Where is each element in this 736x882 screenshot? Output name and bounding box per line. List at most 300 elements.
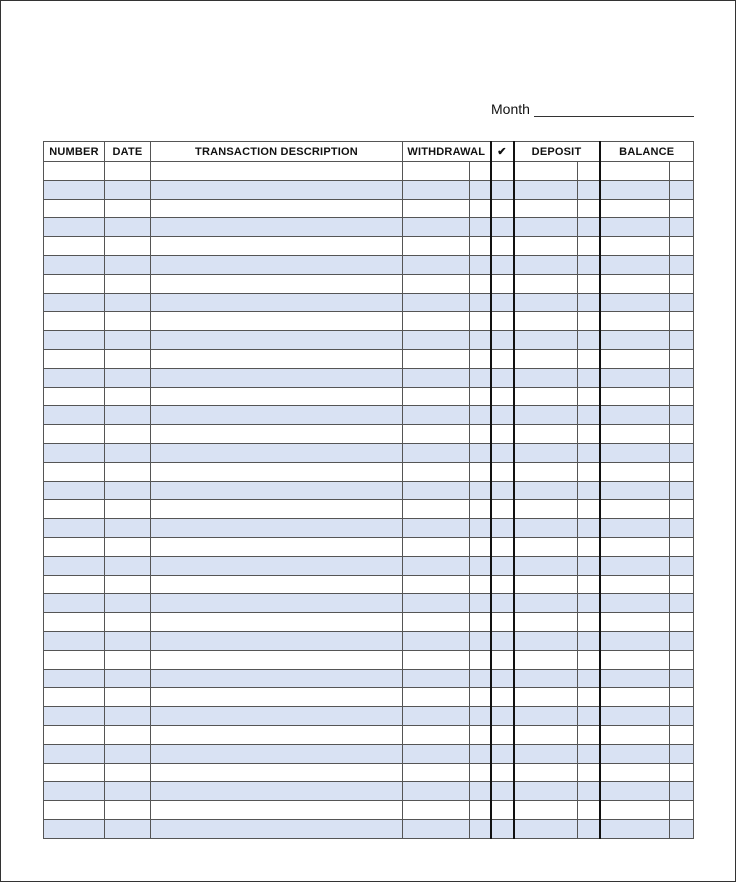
- number-cell[interactable]: [44, 387, 105, 406]
- date-cell[interactable]: [105, 368, 151, 387]
- check-cell[interactable]: [491, 331, 514, 350]
- balance-dollars-cell[interactable]: [600, 725, 670, 744]
- date-cell[interactable]: [105, 519, 151, 538]
- deposit-cents-cell[interactable]: [578, 218, 600, 237]
- deposit-cents-cell[interactable]: [578, 443, 600, 462]
- withdrawal-dollars-cell[interactable]: [403, 293, 470, 312]
- description-cell[interactable]: [151, 331, 403, 350]
- number-cell[interactable]: [44, 443, 105, 462]
- number-cell[interactable]: [44, 312, 105, 331]
- date-cell[interactable]: [105, 462, 151, 481]
- deposit-cents-cell[interactable]: [578, 331, 600, 350]
- withdrawal-dollars-cell[interactable]: [403, 650, 470, 669]
- withdrawal-cents-cell[interactable]: [470, 443, 491, 462]
- description-cell[interactable]: [151, 199, 403, 218]
- number-cell[interactable]: [44, 331, 105, 350]
- deposit-cents-cell[interactable]: [578, 575, 600, 594]
- withdrawal-cents-cell[interactable]: [470, 688, 491, 707]
- date-cell[interactable]: [105, 162, 151, 181]
- date-cell[interactable]: [105, 537, 151, 556]
- number-cell[interactable]: [44, 368, 105, 387]
- deposit-cents-cell[interactable]: [578, 406, 600, 425]
- number-cell[interactable]: [44, 237, 105, 256]
- number-cell[interactable]: [44, 519, 105, 538]
- withdrawal-dollars-cell[interactable]: [403, 255, 470, 274]
- check-cell[interactable]: [491, 744, 514, 763]
- description-cell[interactable]: [151, 237, 403, 256]
- deposit-dollars-cell[interactable]: [514, 443, 578, 462]
- deposit-dollars-cell[interactable]: [514, 669, 578, 688]
- deposit-dollars-cell[interactable]: [514, 537, 578, 556]
- check-cell[interactable]: [491, 537, 514, 556]
- description-cell[interactable]: [151, 631, 403, 650]
- number-cell[interactable]: [44, 575, 105, 594]
- balance-dollars-cell[interactable]: [600, 293, 670, 312]
- deposit-dollars-cell[interactable]: [514, 481, 578, 500]
- balance-cents-cell[interactable]: [670, 631, 694, 650]
- balance-dollars-cell[interactable]: [600, 425, 670, 444]
- balance-dollars-cell[interactable]: [600, 312, 670, 331]
- withdrawal-dollars-cell[interactable]: [403, 180, 470, 199]
- withdrawal-cents-cell[interactable]: [470, 425, 491, 444]
- balance-dollars-cell[interactable]: [600, 782, 670, 801]
- withdrawal-dollars-cell[interactable]: [403, 537, 470, 556]
- check-cell[interactable]: [491, 255, 514, 274]
- deposit-cents-cell[interactable]: [578, 819, 600, 838]
- balance-cents-cell[interactable]: [670, 218, 694, 237]
- withdrawal-dollars-cell[interactable]: [403, 162, 470, 181]
- deposit-cents-cell[interactable]: [578, 387, 600, 406]
- withdrawal-cents-cell[interactable]: [470, 481, 491, 500]
- balance-dollars-cell[interactable]: [600, 669, 670, 688]
- date-cell[interactable]: [105, 312, 151, 331]
- withdrawal-dollars-cell[interactable]: [403, 631, 470, 650]
- withdrawal-cents-cell[interactable]: [470, 707, 491, 726]
- deposit-cents-cell[interactable]: [578, 613, 600, 632]
- withdrawal-dollars-cell[interactable]: [403, 425, 470, 444]
- number-cell[interactable]: [44, 180, 105, 199]
- description-cell[interactable]: [151, 725, 403, 744]
- check-cell[interactable]: [491, 274, 514, 293]
- balance-dollars-cell[interactable]: [600, 556, 670, 575]
- deposit-cents-cell[interactable]: [578, 368, 600, 387]
- withdrawal-dollars-cell[interactable]: [403, 688, 470, 707]
- check-cell[interactable]: [491, 519, 514, 538]
- check-cell[interactable]: [491, 782, 514, 801]
- deposit-cents-cell[interactable]: [578, 199, 600, 218]
- description-cell[interactable]: [151, 519, 403, 538]
- check-cell[interactable]: [491, 688, 514, 707]
- deposit-dollars-cell[interactable]: [514, 180, 578, 199]
- withdrawal-cents-cell[interactable]: [470, 406, 491, 425]
- date-cell[interactable]: [105, 331, 151, 350]
- deposit-dollars-cell[interactable]: [514, 331, 578, 350]
- description-cell[interactable]: [151, 575, 403, 594]
- withdrawal-cents-cell[interactable]: [470, 349, 491, 368]
- balance-dollars-cell[interactable]: [600, 801, 670, 820]
- description-cell[interactable]: [151, 763, 403, 782]
- description-cell[interactable]: [151, 368, 403, 387]
- deposit-cents-cell[interactable]: [578, 255, 600, 274]
- number-cell[interactable]: [44, 349, 105, 368]
- description-cell[interactable]: [151, 819, 403, 838]
- check-cell[interactable]: [491, 368, 514, 387]
- description-cell[interactable]: [151, 462, 403, 481]
- deposit-cents-cell[interactable]: [578, 237, 600, 256]
- date-cell[interactable]: [105, 255, 151, 274]
- description-cell[interactable]: [151, 274, 403, 293]
- withdrawal-cents-cell[interactable]: [470, 237, 491, 256]
- balance-cents-cell[interactable]: [670, 162, 694, 181]
- balance-dollars-cell[interactable]: [600, 819, 670, 838]
- deposit-cents-cell[interactable]: [578, 801, 600, 820]
- check-cell[interactable]: [491, 180, 514, 199]
- withdrawal-dollars-cell[interactable]: [403, 801, 470, 820]
- withdrawal-dollars-cell[interactable]: [403, 819, 470, 838]
- deposit-cents-cell[interactable]: [578, 312, 600, 331]
- deposit-dollars-cell[interactable]: [514, 519, 578, 538]
- description-cell[interactable]: [151, 406, 403, 425]
- date-cell[interactable]: [105, 688, 151, 707]
- balance-cents-cell[interactable]: [670, 462, 694, 481]
- balance-dollars-cell[interactable]: [600, 688, 670, 707]
- deposit-dollars-cell[interactable]: [514, 556, 578, 575]
- withdrawal-cents-cell[interactable]: [470, 575, 491, 594]
- deposit-dollars-cell[interactable]: [514, 575, 578, 594]
- deposit-dollars-cell[interactable]: [514, 255, 578, 274]
- date-cell[interactable]: [105, 763, 151, 782]
- withdrawal-dollars-cell[interactable]: [403, 274, 470, 293]
- check-cell[interactable]: [491, 443, 514, 462]
- balance-cents-cell[interactable]: [670, 331, 694, 350]
- date-cell[interactable]: [105, 406, 151, 425]
- description-cell[interactable]: [151, 556, 403, 575]
- withdrawal-cents-cell[interactable]: [470, 368, 491, 387]
- check-cell[interactable]: [491, 425, 514, 444]
- description-cell[interactable]: [151, 180, 403, 199]
- deposit-dollars-cell[interactable]: [514, 819, 578, 838]
- date-cell[interactable]: [105, 274, 151, 293]
- deposit-cents-cell[interactable]: [578, 274, 600, 293]
- description-cell[interactable]: [151, 349, 403, 368]
- balance-cents-cell[interactable]: [670, 688, 694, 707]
- deposit-dollars-cell[interactable]: [514, 594, 578, 613]
- date-cell[interactable]: [105, 669, 151, 688]
- date-cell[interactable]: [105, 575, 151, 594]
- withdrawal-cents-cell[interactable]: [470, 650, 491, 669]
- balance-cents-cell[interactable]: [670, 274, 694, 293]
- deposit-cents-cell[interactable]: [578, 425, 600, 444]
- date-cell[interactable]: [105, 481, 151, 500]
- balance-cents-cell[interactable]: [670, 782, 694, 801]
- check-cell[interactable]: [491, 481, 514, 500]
- balance-cents-cell[interactable]: [670, 725, 694, 744]
- description-cell[interactable]: [151, 312, 403, 331]
- deposit-dollars-cell[interactable]: [514, 349, 578, 368]
- deposit-dollars-cell[interactable]: [514, 368, 578, 387]
- number-cell[interactable]: [44, 650, 105, 669]
- number-cell[interactable]: [44, 819, 105, 838]
- date-cell[interactable]: [105, 199, 151, 218]
- check-cell[interactable]: [491, 594, 514, 613]
- withdrawal-dollars-cell[interactable]: [403, 406, 470, 425]
- deposit-dollars-cell[interactable]: [514, 613, 578, 632]
- description-cell[interactable]: [151, 707, 403, 726]
- balance-cents-cell[interactable]: [670, 707, 694, 726]
- deposit-cents-cell[interactable]: [578, 650, 600, 669]
- withdrawal-cents-cell[interactable]: [470, 255, 491, 274]
- balance-cents-cell[interactable]: [670, 406, 694, 425]
- balance-cents-cell[interactable]: [670, 293, 694, 312]
- balance-dollars-cell[interactable]: [600, 218, 670, 237]
- description-cell[interactable]: [151, 669, 403, 688]
- date-cell[interactable]: [105, 782, 151, 801]
- deposit-dollars-cell[interactable]: [514, 162, 578, 181]
- withdrawal-cents-cell[interactable]: [470, 218, 491, 237]
- deposit-dollars-cell[interactable]: [514, 631, 578, 650]
- check-cell[interactable]: [491, 725, 514, 744]
- withdrawal-cents-cell[interactable]: [470, 274, 491, 293]
- deposit-cents-cell[interactable]: [578, 519, 600, 538]
- balance-dollars-cell[interactable]: [600, 237, 670, 256]
- number-cell[interactable]: [44, 594, 105, 613]
- deposit-dollars-cell[interactable]: [514, 725, 578, 744]
- withdrawal-dollars-cell[interactable]: [403, 500, 470, 519]
- balance-dollars-cell[interactable]: [600, 255, 670, 274]
- check-cell[interactable]: [491, 556, 514, 575]
- deposit-dollars-cell[interactable]: [514, 274, 578, 293]
- check-cell[interactable]: [491, 293, 514, 312]
- deposit-cents-cell[interactable]: [578, 180, 600, 199]
- balance-cents-cell[interactable]: [670, 801, 694, 820]
- check-cell[interactable]: [491, 218, 514, 237]
- balance-cents-cell[interactable]: [670, 180, 694, 199]
- balance-dollars-cell[interactable]: [600, 274, 670, 293]
- balance-cents-cell[interactable]: [670, 537, 694, 556]
- deposit-cents-cell[interactable]: [578, 707, 600, 726]
- deposit-cents-cell[interactable]: [578, 631, 600, 650]
- number-cell[interactable]: [44, 688, 105, 707]
- check-cell[interactable]: [491, 650, 514, 669]
- date-cell[interactable]: [105, 218, 151, 237]
- date-cell[interactable]: [105, 707, 151, 726]
- description-cell[interactable]: [151, 255, 403, 274]
- date-cell[interactable]: [105, 819, 151, 838]
- withdrawal-dollars-cell[interactable]: [403, 519, 470, 538]
- description-cell[interactable]: [151, 387, 403, 406]
- deposit-cents-cell[interactable]: [578, 293, 600, 312]
- deposit-dollars-cell[interactable]: [514, 688, 578, 707]
- check-cell[interactable]: [491, 707, 514, 726]
- withdrawal-dollars-cell[interactable]: [403, 368, 470, 387]
- balance-cents-cell[interactable]: [670, 387, 694, 406]
- number-cell[interactable]: [44, 801, 105, 820]
- withdrawal-cents-cell[interactable]: [470, 819, 491, 838]
- withdrawal-dollars-cell[interactable]: [403, 331, 470, 350]
- balance-cents-cell[interactable]: [670, 481, 694, 500]
- balance-cents-cell[interactable]: [670, 819, 694, 838]
- balance-dollars-cell[interactable]: [600, 631, 670, 650]
- withdrawal-cents-cell[interactable]: [470, 594, 491, 613]
- withdrawal-dollars-cell[interactable]: [403, 763, 470, 782]
- withdrawal-dollars-cell[interactable]: [403, 575, 470, 594]
- withdrawal-dollars-cell[interactable]: [403, 594, 470, 613]
- date-cell[interactable]: [105, 725, 151, 744]
- description-cell[interactable]: [151, 782, 403, 801]
- withdrawal-cents-cell[interactable]: [470, 519, 491, 538]
- balance-cents-cell[interactable]: [670, 443, 694, 462]
- number-cell[interactable]: [44, 425, 105, 444]
- check-cell[interactable]: [491, 162, 514, 181]
- balance-dollars-cell[interactable]: [600, 406, 670, 425]
- balance-dollars-cell[interactable]: [600, 613, 670, 632]
- date-cell[interactable]: [105, 237, 151, 256]
- deposit-cents-cell[interactable]: [578, 349, 600, 368]
- balance-dollars-cell[interactable]: [600, 519, 670, 538]
- number-cell[interactable]: [44, 481, 105, 500]
- description-cell[interactable]: [151, 801, 403, 820]
- description-cell[interactable]: [151, 481, 403, 500]
- balance-cents-cell[interactable]: [670, 575, 694, 594]
- deposit-dollars-cell[interactable]: [514, 707, 578, 726]
- withdrawal-cents-cell[interactable]: [470, 293, 491, 312]
- withdrawal-cents-cell[interactable]: [470, 669, 491, 688]
- date-cell[interactable]: [105, 744, 151, 763]
- withdrawal-cents-cell[interactable]: [470, 387, 491, 406]
- date-cell[interactable]: [105, 556, 151, 575]
- date-cell[interactable]: [105, 387, 151, 406]
- description-cell[interactable]: [151, 744, 403, 763]
- deposit-dollars-cell[interactable]: [514, 763, 578, 782]
- deposit-dollars-cell[interactable]: [514, 782, 578, 801]
- check-cell[interactable]: [491, 669, 514, 688]
- withdrawal-dollars-cell[interactable]: [403, 312, 470, 331]
- date-cell[interactable]: [105, 425, 151, 444]
- description-cell[interactable]: [151, 162, 403, 181]
- check-cell[interactable]: [491, 237, 514, 256]
- balance-dollars-cell[interactable]: [600, 481, 670, 500]
- check-cell[interactable]: [491, 801, 514, 820]
- check-cell[interactable]: [491, 500, 514, 519]
- withdrawal-dollars-cell[interactable]: [403, 669, 470, 688]
- withdrawal-dollars-cell[interactable]: [403, 237, 470, 256]
- balance-cents-cell[interactable]: [670, 556, 694, 575]
- withdrawal-cents-cell[interactable]: [470, 782, 491, 801]
- deposit-dollars-cell[interactable]: [514, 425, 578, 444]
- balance-dollars-cell[interactable]: [600, 162, 670, 181]
- check-cell[interactable]: [491, 312, 514, 331]
- deposit-dollars-cell[interactable]: [514, 237, 578, 256]
- deposit-dollars-cell[interactable]: [514, 801, 578, 820]
- deposit-cents-cell[interactable]: [578, 462, 600, 481]
- balance-cents-cell[interactable]: [670, 255, 694, 274]
- check-cell[interactable]: [491, 575, 514, 594]
- balance-dollars-cell[interactable]: [600, 331, 670, 350]
- check-cell[interactable]: [491, 199, 514, 218]
- number-cell[interactable]: [44, 782, 105, 801]
- balance-cents-cell[interactable]: [670, 744, 694, 763]
- balance-dollars-cell[interactable]: [600, 575, 670, 594]
- number-cell[interactable]: [44, 162, 105, 181]
- withdrawal-cents-cell[interactable]: [470, 763, 491, 782]
- check-cell[interactable]: [491, 763, 514, 782]
- withdrawal-cents-cell[interactable]: [470, 744, 491, 763]
- number-cell[interactable]: [44, 763, 105, 782]
- withdrawal-cents-cell[interactable]: [470, 331, 491, 350]
- withdrawal-cents-cell[interactable]: [470, 537, 491, 556]
- check-cell[interactable]: [491, 462, 514, 481]
- balance-dollars-cell[interactable]: [600, 349, 670, 368]
- balance-cents-cell[interactable]: [670, 669, 694, 688]
- deposit-cents-cell[interactable]: [578, 594, 600, 613]
- withdrawal-dollars-cell[interactable]: [403, 782, 470, 801]
- check-cell[interactable]: [491, 613, 514, 632]
- date-cell[interactable]: [105, 631, 151, 650]
- number-cell[interactable]: [44, 725, 105, 744]
- withdrawal-cents-cell[interactable]: [470, 312, 491, 331]
- deposit-cents-cell[interactable]: [578, 744, 600, 763]
- check-cell[interactable]: [491, 387, 514, 406]
- deposit-cents-cell[interactable]: [578, 688, 600, 707]
- withdrawal-cents-cell[interactable]: [470, 199, 491, 218]
- withdrawal-dollars-cell[interactable]: [403, 462, 470, 481]
- withdrawal-dollars-cell[interactable]: [403, 613, 470, 632]
- description-cell[interactable]: [151, 500, 403, 519]
- balance-dollars-cell[interactable]: [600, 180, 670, 199]
- deposit-dollars-cell[interactable]: [514, 650, 578, 669]
- description-cell[interactable]: [151, 443, 403, 462]
- number-cell[interactable]: [44, 631, 105, 650]
- number-cell[interactable]: [44, 613, 105, 632]
- deposit-dollars-cell[interactable]: [514, 218, 578, 237]
- deposit-dollars-cell[interactable]: [514, 293, 578, 312]
- balance-cents-cell[interactable]: [670, 349, 694, 368]
- description-cell[interactable]: [151, 613, 403, 632]
- deposit-dollars-cell[interactable]: [514, 387, 578, 406]
- check-cell[interactable]: [491, 349, 514, 368]
- withdrawal-cents-cell[interactable]: [470, 631, 491, 650]
- deposit-cents-cell[interactable]: [578, 669, 600, 688]
- balance-dollars-cell[interactable]: [600, 500, 670, 519]
- number-cell[interactable]: [44, 462, 105, 481]
- description-cell[interactable]: [151, 650, 403, 669]
- withdrawal-cents-cell[interactable]: [470, 613, 491, 632]
- description-cell[interactable]: [151, 688, 403, 707]
- date-cell[interactable]: [105, 500, 151, 519]
- withdrawal-cents-cell[interactable]: [470, 500, 491, 519]
- balance-dollars-cell[interactable]: [600, 443, 670, 462]
- number-cell[interactable]: [44, 669, 105, 688]
- number-cell[interactable]: [44, 556, 105, 575]
- withdrawal-dollars-cell[interactable]: [403, 556, 470, 575]
- balance-dollars-cell[interactable]: [600, 387, 670, 406]
- month-input-line[interactable]: [534, 102, 694, 117]
- deposit-dollars-cell[interactable]: [514, 500, 578, 519]
- balance-dollars-cell[interactable]: [600, 537, 670, 556]
- number-cell[interactable]: [44, 199, 105, 218]
- withdrawal-dollars-cell[interactable]: [403, 443, 470, 462]
- check-cell[interactable]: [491, 406, 514, 425]
- number-cell[interactable]: [44, 218, 105, 237]
- balance-dollars-cell[interactable]: [600, 462, 670, 481]
- balance-cents-cell[interactable]: [670, 500, 694, 519]
- deposit-dollars-cell[interactable]: [514, 312, 578, 331]
- deposit-cents-cell[interactable]: [578, 500, 600, 519]
- number-cell[interactable]: [44, 500, 105, 519]
- balance-cents-cell[interactable]: [670, 763, 694, 782]
- deposit-cents-cell[interactable]: [578, 537, 600, 556]
- balance-dollars-cell[interactable]: [600, 744, 670, 763]
